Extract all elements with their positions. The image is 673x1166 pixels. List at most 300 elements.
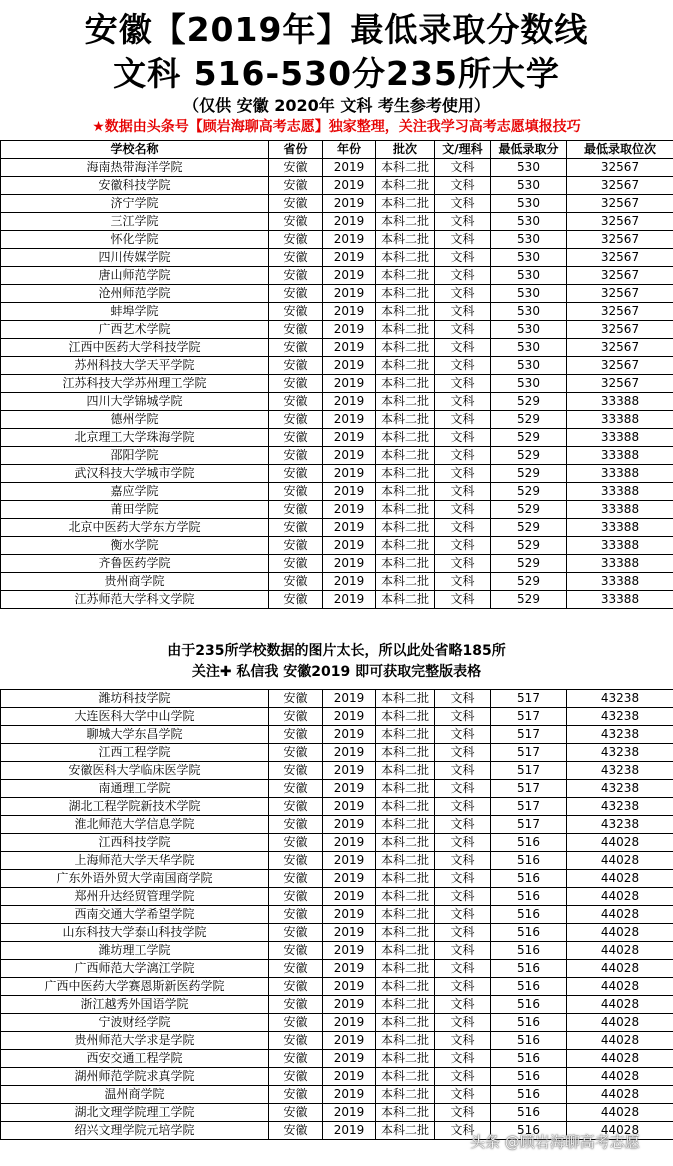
table-cell: 安徽: [269, 1050, 323, 1068]
table-row: [1, 213, 673, 231]
table-cell: 2019: [323, 870, 376, 888]
table-cell: 西安交通工程学院: [1, 1050, 269, 1068]
table-cell: 516: [491, 888, 567, 906]
table-cell: 文科: [435, 231, 491, 249]
omission-note: [0, 641, 673, 683]
table-cell: 南通理工学院: [1, 780, 269, 798]
table-cell: 本科二批: [376, 834, 435, 852]
table-cell: 湖州师范学院求真学院: [1, 1068, 269, 1086]
table-cell: 516: [491, 978, 567, 996]
table-row: [1, 1104, 673, 1122]
table-cell: 本科二批: [376, 573, 435, 591]
table-cell: 安徽: [269, 213, 323, 231]
table-cell: 安徽: [269, 924, 323, 942]
table-row: [1, 177, 673, 195]
table-row: [1, 573, 673, 591]
table-cell: 广西师范大学漓江学院: [1, 960, 269, 978]
table-row: [1, 942, 673, 960]
table-cell: 33388: [567, 573, 673, 591]
table-row: [1, 762, 673, 780]
table-row: [1, 159, 673, 177]
table-cell: 广东外语外贸大学南国商学院: [1, 870, 269, 888]
table-cell: 本科二批: [376, 537, 435, 555]
column-header: 批次: [376, 141, 435, 159]
table-cell: 2019: [323, 159, 376, 177]
source-notice: ★数据由头条号【顾岩海聊高考志愿】独家整理，关注我学习高考志愿填报技巧: [92, 119, 581, 135]
table-cell: 上海师范大学天华学院: [1, 852, 269, 870]
table-cell: 本科二批: [376, 339, 435, 357]
table-cell: 本科二批: [376, 744, 435, 762]
table-cell: 安徽: [269, 483, 323, 501]
table-cell: 文科: [435, 573, 491, 591]
omission-note-line: 由于235所学校数据的图片太长，所以此处省略185所: [167, 643, 506, 659]
table-cell: 本科二批: [376, 393, 435, 411]
table-row: [1, 267, 673, 285]
score-table-bottom: [0, 689, 673, 1140]
table-cell: 530: [491, 177, 567, 195]
table-cell: 文科: [435, 762, 491, 780]
usage-note: （仅供 安徽 2020年 文科 考生参考使用）: [183, 96, 490, 115]
table-cell: 530: [491, 285, 567, 303]
table-cell: 33388: [567, 447, 673, 465]
table-cell: 安徽科技学院: [1, 177, 269, 195]
table-row: [1, 1050, 673, 1068]
table-row: [1, 816, 673, 834]
table-row: [1, 780, 673, 798]
table-cell: 海南热带海洋学院: [1, 159, 269, 177]
table-cell: 怀化学院: [1, 231, 269, 249]
table-cell: 33388: [567, 483, 673, 501]
table-cell: 本科二批: [376, 285, 435, 303]
table-cell: 2019: [323, 519, 376, 537]
table-cell: 44028: [567, 1014, 673, 1032]
table-cell: 2019: [323, 906, 376, 924]
table-cell: 2019: [323, 942, 376, 960]
table-cell: 2019: [323, 393, 376, 411]
table-cell: 安徽: [269, 1122, 323, 1140]
table-cell: 文科: [435, 429, 491, 447]
table-cell: 32567: [567, 213, 673, 231]
table-cell: 本科二批: [376, 798, 435, 816]
table-cell: 530: [491, 321, 567, 339]
table-cell: 44028: [567, 1086, 673, 1104]
table-cell: 32567: [567, 177, 673, 195]
table-cell: 2019: [323, 375, 376, 393]
table-cell: 32567: [567, 159, 673, 177]
table-cell: 517: [491, 708, 567, 726]
table-cell: 44028: [567, 960, 673, 978]
column-header: 学校名称: [1, 141, 269, 159]
table-cell: 530: [491, 339, 567, 357]
table-cell: 文科: [435, 726, 491, 744]
table-cell: 43238: [567, 816, 673, 834]
table-cell: 本科二批: [376, 231, 435, 249]
table-cell: 517: [491, 816, 567, 834]
table-cell: 文科: [435, 501, 491, 519]
table-cell: 本科二批: [376, 1068, 435, 1086]
table-cell: 43238: [567, 708, 673, 726]
table-cell: 33388: [567, 501, 673, 519]
table-cell: 2019: [323, 483, 376, 501]
table-cell: 安徽: [269, 249, 323, 267]
table-cell: 安徽: [269, 888, 323, 906]
table-cell: 文科: [435, 852, 491, 870]
table-cell: 2019: [323, 195, 376, 213]
table-cell: 44028: [567, 1104, 673, 1122]
table-cell: 2019: [323, 303, 376, 321]
table-cell: 文科: [435, 537, 491, 555]
table-cell: 安徽: [269, 465, 323, 483]
table-cell: 安徽: [269, 429, 323, 447]
table-cell: 武汉科技大学城市学院: [1, 465, 269, 483]
table-cell: 江西中医药大学科技学院: [1, 339, 269, 357]
table-cell: 文科: [435, 1050, 491, 1068]
table-row: [1, 249, 673, 267]
page-subtitle: 文科 516-530分235所大学: [113, 54, 560, 93]
table-cell: 文科: [435, 1014, 491, 1032]
table-cell: 517: [491, 780, 567, 798]
table-cell: 苏州科技大学天平学院: [1, 357, 269, 375]
table-cell: 529: [491, 591, 567, 609]
table-cell: 文科: [435, 375, 491, 393]
table-row: [1, 591, 673, 609]
table-cell: 2019: [323, 834, 376, 852]
table-row: [1, 321, 673, 339]
table-cell: 文科: [435, 195, 491, 213]
table-cell: 本科二批: [376, 249, 435, 267]
table-cell: 529: [491, 573, 567, 591]
table-cell: 安徽: [269, 393, 323, 411]
table-cell: 安徽: [269, 996, 323, 1014]
table-cell: 530: [491, 267, 567, 285]
table-cell: 安徽: [269, 960, 323, 978]
table-cell: 文科: [435, 1122, 491, 1140]
table-cell: 530: [491, 357, 567, 375]
table-cell: 文科: [435, 1086, 491, 1104]
table-cell: 安徽: [269, 285, 323, 303]
table-cell: 43238: [567, 780, 673, 798]
table-cell: 32567: [567, 357, 673, 375]
table-cell: 516: [491, 1104, 567, 1122]
table-cell: 2019: [323, 978, 376, 996]
table-cell: 齐鲁医药学院: [1, 555, 269, 573]
table-cell: 潍坊理工学院: [1, 942, 269, 960]
table-cell: 本科二批: [376, 213, 435, 231]
table-cell: 文科: [435, 1032, 491, 1050]
table-cell: 江苏科技大学苏州理工学院: [1, 375, 269, 393]
table-cell: 530: [491, 213, 567, 231]
table-cell: 本科二批: [376, 411, 435, 429]
table-cell: 43238: [567, 762, 673, 780]
column-header: 最低录取分: [491, 141, 567, 159]
table-row: [1, 411, 673, 429]
table-cell: 529: [491, 447, 567, 465]
table-cell: 32567: [567, 249, 673, 267]
table-cell: 本科二批: [376, 483, 435, 501]
table-cell: 44028: [567, 888, 673, 906]
column-header: 文/理科: [435, 141, 491, 159]
table-cell: 文科: [435, 960, 491, 978]
table-cell: 2019: [323, 411, 376, 429]
table-cell: 2019: [323, 573, 376, 591]
table-cell: 2019: [323, 888, 376, 906]
table-cell: 32567: [567, 285, 673, 303]
table-cell: 安徽医科大学临床医学院: [1, 762, 269, 780]
table-cell: 本科二批: [376, 852, 435, 870]
table-cell: 517: [491, 762, 567, 780]
table-cell: 本科二批: [376, 555, 435, 573]
table-row: [1, 429, 673, 447]
table-cell: 安徽: [269, 339, 323, 357]
table-cell: 2019: [323, 798, 376, 816]
table-cell: 安徽: [269, 1068, 323, 1086]
table-cell: 2019: [323, 1068, 376, 1086]
table-cell: 文科: [435, 249, 491, 267]
table-cell: 安徽: [269, 195, 323, 213]
table-row: [1, 339, 673, 357]
table-cell: 安徽: [269, 591, 323, 609]
table-cell: 本科二批: [376, 195, 435, 213]
omission-note-line: 关注✚ 私信我 安徽2019 即可获取完整版表格: [191, 664, 482, 680]
table-cell: 44028: [567, 942, 673, 960]
table-cell: 本科二批: [376, 1104, 435, 1122]
table-cell: 文科: [435, 690, 491, 708]
table-cell: 2019: [323, 816, 376, 834]
table-row: [1, 231, 673, 249]
table-cell: 529: [491, 555, 567, 573]
table-row: [1, 1068, 673, 1086]
table-row: [1, 1014, 673, 1032]
table-row: [1, 960, 673, 978]
table-cell: 本科二批: [376, 267, 435, 285]
table-row: [1, 798, 673, 816]
table-cell: 本科二批: [376, 726, 435, 744]
table-cell: 32567: [567, 339, 673, 357]
table-cell: 44028: [567, 1050, 673, 1068]
table-cell: 2019: [323, 537, 376, 555]
table-cell: 2019: [323, 447, 376, 465]
table-cell: 本科二批: [376, 429, 435, 447]
column-header: 年份: [323, 141, 376, 159]
table-cell: 文科: [435, 411, 491, 429]
table-cell: 33388: [567, 591, 673, 609]
table-row: [1, 996, 673, 1014]
table-row: [1, 924, 673, 942]
table-cell: 2019: [323, 177, 376, 195]
table-cell: 516: [491, 1050, 567, 1068]
table-row: [1, 465, 673, 483]
table-cell: 蚌埠学院: [1, 303, 269, 321]
table-cell: 文科: [435, 906, 491, 924]
table-cell: 43238: [567, 690, 673, 708]
table-row: [1, 1086, 673, 1104]
table-cell: 安徽: [269, 780, 323, 798]
table-cell: 安徽: [269, 762, 323, 780]
table-cell: 四川大学锦城学院: [1, 393, 269, 411]
table-cell: 潍坊科技学院: [1, 690, 269, 708]
table-cell: 2019: [323, 690, 376, 708]
table-cell: 2019: [323, 465, 376, 483]
table-cell: 四川传媒学院: [1, 249, 269, 267]
table-cell: 本科二批: [376, 303, 435, 321]
table-cell: 516: [491, 834, 567, 852]
table-cell: 2019: [323, 996, 376, 1014]
table-cell: 江西科技学院: [1, 834, 269, 852]
table-cell: 32567: [567, 303, 673, 321]
table-cell: 530: [491, 303, 567, 321]
table-cell: 2019: [323, 429, 376, 447]
table-cell: 唐山师范学院: [1, 267, 269, 285]
table-cell: 43238: [567, 744, 673, 762]
table-cell: 本科二批: [376, 1050, 435, 1068]
table-cell: 文科: [435, 834, 491, 852]
table-cell: 2019: [323, 267, 376, 285]
table-cell: 2019: [323, 357, 376, 375]
table-cell: 516: [491, 996, 567, 1014]
table-cell: 33388: [567, 429, 673, 447]
table-cell: 44028: [567, 834, 673, 852]
table-cell: 2019: [323, 744, 376, 762]
table-cell: 44028: [567, 1032, 673, 1050]
table-cell: 2019: [323, 852, 376, 870]
table-cell: 文科: [435, 888, 491, 906]
table-cell: 安徽: [269, 519, 323, 537]
table-cell: 济宁学院: [1, 195, 269, 213]
table-cell: 江西工程学院: [1, 744, 269, 762]
table-row: [1, 483, 673, 501]
table-cell: 三江学院: [1, 213, 269, 231]
table-cell: 517: [491, 690, 567, 708]
table-cell: 安徽: [269, 798, 323, 816]
table-cell: 44028: [567, 870, 673, 888]
table-cell: 516: [491, 870, 567, 888]
table-cell: 文科: [435, 1104, 491, 1122]
table-row: [1, 834, 673, 852]
table-cell: 文科: [435, 303, 491, 321]
table-cell: 沧州师范学院: [1, 285, 269, 303]
table-cell: 2019: [323, 339, 376, 357]
table-cell: 安徽: [269, 375, 323, 393]
table-cell: 安徽: [269, 1104, 323, 1122]
table-cell: 衡水学院: [1, 537, 269, 555]
table-cell: 516: [491, 1122, 567, 1140]
table-cell: 文科: [435, 555, 491, 573]
table-cell: 安徽: [269, 816, 323, 834]
table-cell: 2019: [323, 249, 376, 267]
table-cell: 北京理工大学珠海学院: [1, 429, 269, 447]
table-cell: 530: [491, 231, 567, 249]
table-cell: 529: [491, 465, 567, 483]
table-cell: 安徽: [269, 978, 323, 996]
table-cell: 本科二批: [376, 960, 435, 978]
table-cell: 2019: [323, 780, 376, 798]
table-cell: 2019: [323, 1104, 376, 1122]
table-cell: 文科: [435, 519, 491, 537]
table-cell: 文科: [435, 870, 491, 888]
table-row: [1, 690, 673, 708]
table-cell: 绍兴文理学院元培学院: [1, 1122, 269, 1140]
score-table-top: [0, 140, 673, 609]
table-cell: 安徽: [269, 555, 323, 573]
table-cell: 文科: [435, 744, 491, 762]
table-cell: 本科二批: [376, 177, 435, 195]
table-cell: 安徽: [269, 1086, 323, 1104]
table-cell: 文科: [435, 780, 491, 798]
table-cell: 516: [491, 960, 567, 978]
table-cell: 聊城大学东昌学院: [1, 726, 269, 744]
table-cell: 530: [491, 195, 567, 213]
table-cell: 广西艺术学院: [1, 321, 269, 339]
table-cell: 德州学院: [1, 411, 269, 429]
table-cell: 2019: [323, 1050, 376, 1068]
table-cell: 2019: [323, 960, 376, 978]
table-cell: 文科: [435, 321, 491, 339]
table-row: [1, 888, 673, 906]
table-cell: 文科: [435, 357, 491, 375]
table-cell: 529: [491, 483, 567, 501]
table-cell: 淮北师范大学信息学院: [1, 816, 269, 834]
table-cell: 2019: [323, 1032, 376, 1050]
table-cell: 2019: [323, 591, 376, 609]
table-cell: 32567: [567, 321, 673, 339]
table-cell: 44028: [567, 1122, 673, 1140]
table-cell: 33388: [567, 519, 673, 537]
table-cell: 西南交通大学希望学院: [1, 906, 269, 924]
table-cell: 文科: [435, 996, 491, 1014]
table-cell: 2019: [323, 285, 376, 303]
table-cell: 516: [491, 906, 567, 924]
table-row: [1, 744, 673, 762]
table-row: [1, 519, 673, 537]
table-cell: 北京中医药大学东方学院: [1, 519, 269, 537]
table-cell: 文科: [435, 267, 491, 285]
table-cell: 嘉应学院: [1, 483, 269, 501]
table-cell: 安徽: [269, 357, 323, 375]
table-cell: 2019: [323, 1122, 376, 1140]
table-cell: 本科二批: [376, 519, 435, 537]
table-cell: 2019: [323, 501, 376, 519]
table-cell: 32567: [567, 375, 673, 393]
table-cell: 文科: [435, 159, 491, 177]
table-cell: 安徽: [269, 447, 323, 465]
table-cell: 本科二批: [376, 375, 435, 393]
table-cell: 浙江越秀外国语学院: [1, 996, 269, 1014]
table-cell: 33388: [567, 537, 673, 555]
table-cell: 529: [491, 411, 567, 429]
table-cell: 33388: [567, 411, 673, 429]
table-cell: 2019: [323, 762, 376, 780]
table-cell: 44028: [567, 978, 673, 996]
table-row: [1, 285, 673, 303]
table-cell: 安徽: [269, 267, 323, 285]
table-cell: 邵阳学院: [1, 447, 269, 465]
table-cell: 44028: [567, 1068, 673, 1086]
table-cell: 文科: [435, 465, 491, 483]
column-header: 最低录取位次: [567, 141, 673, 159]
table-cell: 安徽: [269, 942, 323, 960]
table-row: [1, 375, 673, 393]
table-cell: 本科二批: [376, 906, 435, 924]
table-cell: 2019: [323, 1086, 376, 1104]
table-cell: 本科二批: [376, 357, 435, 375]
table-cell: 2019: [323, 231, 376, 249]
table-cell: 本科二批: [376, 996, 435, 1014]
table-cell: 2019: [323, 1014, 376, 1032]
table-cell: 文科: [435, 816, 491, 834]
column-header: 省份: [269, 141, 323, 159]
table-cell: 文科: [435, 978, 491, 996]
table-cell: 517: [491, 726, 567, 744]
